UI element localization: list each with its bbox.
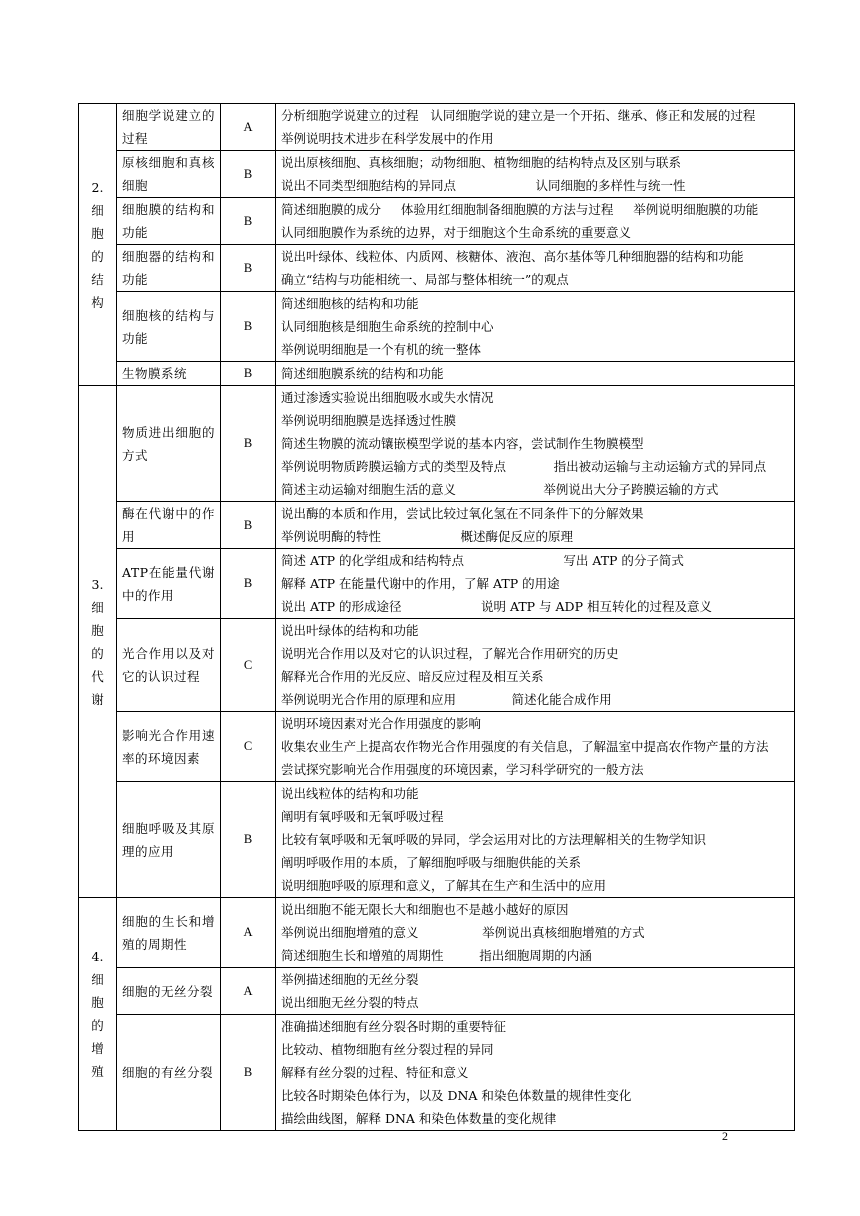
topic-cell: 原核细胞和真核细胞 <box>117 151 221 198</box>
requirement-line: 分析细胞学说建立的过程 认同细胞学说的建立是一个开拓、继承、修正和发展的过程 <box>281 108 756 123</box>
requirements-cell <box>276 782 795 898</box>
requirement-line: 举例说明光合作用的原理和应用 简述化能合成作用 <box>281 692 612 707</box>
unit-heading-char: 胞 <box>91 622 104 638</box>
topic-cell: 酶在代谢中的作用 <box>117 502 221 549</box>
syllabus-table <box>78 103 795 1131</box>
requirement-line: 简述细胞膜系统的结构和功能 <box>281 366 444 381</box>
requirements-cell <box>276 502 795 549</box>
unit-heading-char: 结 <box>91 271 104 287</box>
requirement-line: 尝试探究影响光合作用强度的环境因素，学习科学研究的一般方法 <box>281 762 644 777</box>
requirement-line: 说出原核细胞、真核细胞；动物细胞、植物细胞的结构特点及区别与联系 <box>281 155 682 170</box>
topic-cell: 光合作用以及对它的认识过程 <box>117 619 221 712</box>
requirement-line: 简述细胞膜的成分 体验用红细胞制备细胞膜的方法与过程 举例说明细胞膜的功能 <box>281 202 759 217</box>
requirements-cell <box>276 151 795 198</box>
table-row <box>79 782 795 898</box>
topic-cell: 细胞呼吸及其原理的应用 <box>117 782 221 898</box>
unit-heading-char: 的 <box>91 1018 104 1033</box>
requirement-line: 比较各时期染色体行为，以及 DNA 和染色体数量的规律性变化 <box>281 1088 632 1103</box>
level-cell: A <box>221 104 276 151</box>
requirement-line: 解释有丝分裂的过程、特征和意义 <box>281 1065 469 1080</box>
requirement-line: 举例说出细胞增殖的意义 举例说出真核细胞增殖的方式 <box>281 925 645 940</box>
table-row <box>79 898 795 968</box>
requirement-line: 说明环境因素对光合作用强度的影响 <box>281 716 482 731</box>
level-cell: B <box>221 549 276 619</box>
topic-cell: 细胞学说建立的过程 <box>117 104 221 151</box>
requirements-cell <box>276 1015 795 1131</box>
requirements-cell <box>276 245 795 292</box>
table-row <box>79 549 795 619</box>
table-row <box>79 245 795 292</box>
requirements-cell <box>276 549 795 619</box>
unit-heading-char: 的 <box>91 248 104 264</box>
requirement-line: 说出线粒体的结构和功能 <box>281 786 419 801</box>
unit-heading-char: 3. <box>91 576 104 592</box>
level-cell: A <box>221 898 276 968</box>
topic-cell: 细胞器的结构和功能 <box>117 245 221 292</box>
unit-heading-char: 4. <box>91 949 104 964</box>
requirement-line: 举例说明技术进步在科学发展中的作用 <box>281 131 494 146</box>
topic-cell: 生物膜系统 <box>117 362 221 386</box>
requirement-line: 举例说明细胞膜是选择透过性膜 <box>281 413 457 428</box>
requirement-line: 解释光合作用的光反应、暗反应过程及相互关系 <box>281 669 544 684</box>
requirements-cell <box>276 104 795 151</box>
requirement-line: 说出不同类型细胞结构的异同点 认同细胞的多样性与统一性 <box>281 178 686 193</box>
table-row <box>79 362 795 386</box>
topic-cell: 细胞核的结构与功能 <box>117 292 221 362</box>
level-cell: B <box>221 782 276 898</box>
requirement-line: 说明细胞呼吸的原理和意义，了解其在生产和生活中的应用 <box>281 878 607 893</box>
requirement-line: 举例描述细胞的无丝分裂 <box>281 972 419 987</box>
topic-cell: 物质进出细胞的方式 <box>117 386 221 502</box>
level-cell: A <box>221 968 276 1015</box>
requirement-line: 简述生物膜的流动镶嵌模型学说的基本内容，尝试制作生物膜模型 <box>281 436 644 451</box>
topic-cell: ATP在能量代谢中的作用 <box>117 549 221 619</box>
table-row <box>79 712 795 782</box>
topic-cell: 细胞膜的结构和功能 <box>117 198 221 245</box>
page-number: 2 <box>722 1129 728 1143</box>
syllabus-table-body <box>79 104 795 1131</box>
requirement-line: 说明光合作用以及对它的认识过程，了解光合作用研究的历史 <box>281 646 619 661</box>
table-row <box>79 386 795 502</box>
requirement-line: 描绘曲线图，解释 DNA 和染色体数量的变化规律 <box>281 1111 557 1126</box>
level-cell: B <box>221 362 276 386</box>
requirement-line: 简述主动运输对细胞生活的意义 举例说出大分子跨膜运输的方式 <box>281 482 719 497</box>
requirement-line: 收集农业生产上提高农作物光合作用强度的有关信息，了解温室中提高农作物产量的方法 <box>281 739 769 754</box>
unit-heading-char: 谢 <box>91 691 104 707</box>
unit-heading-char: 增 <box>91 1041 104 1056</box>
requirement-line: 说出叶绿体的结构和功能 <box>281 623 419 638</box>
level-cell: C <box>221 712 276 782</box>
unit-heading-char: 细 <box>91 972 104 987</box>
requirement-line: 说出细胞不能无限长大和细胞也不是越小越好的原因 <box>281 902 569 917</box>
topic-cell: 细胞的有丝分裂 <box>117 1015 221 1131</box>
unit-heading-char: 细 <box>91 599 104 615</box>
table-row <box>79 151 795 198</box>
requirement-line: 举例说明物质跨膜运输方式的类型及特点 指出被动运输与主动运输方式的异同点 <box>281 459 767 474</box>
topic-cell: 细胞的无丝分裂 <box>117 968 221 1015</box>
requirement-line: 说出酶的本质和作用，尝试比较过氧化氢在不同条件下的分解效果 <box>281 506 644 521</box>
requirement-line: 简述细胞核的结构和功能 <box>281 296 419 311</box>
requirements-cell <box>276 619 795 712</box>
requirements-cell <box>276 362 795 386</box>
unit-heading <box>79 104 117 386</box>
level-cell: B <box>221 151 276 198</box>
table-row <box>79 619 795 712</box>
unit-heading-char: 殖 <box>91 1064 104 1079</box>
unit-heading-char: 细 <box>91 202 104 218</box>
requirement-line: 通过渗透实验说出细胞吸水或失水情况 <box>281 390 494 405</box>
unit-heading-char: 胞 <box>91 225 104 241</box>
topic-cell: 细胞的生长和增殖的周期性 <box>117 898 221 968</box>
unit-heading <box>79 898 117 1131</box>
level-cell: B <box>221 198 276 245</box>
table-row <box>79 1015 795 1131</box>
unit-heading-char: 胞 <box>91 995 104 1010</box>
level-cell: B <box>221 1015 276 1131</box>
requirement-line: 阐明呼吸作用的本质，了解细胞呼吸与细胞供能的关系 <box>281 855 582 870</box>
requirement-line: 认同细胞核是细胞生命系统的控制中心 <box>281 319 494 334</box>
requirement-line: 说出叶绿体、线粒体、内质网、核糖体、液泡、高尔基体等几种细胞器的结构和功能 <box>281 249 744 264</box>
table-row <box>79 292 795 362</box>
table-row <box>79 502 795 549</box>
requirements-cell <box>276 292 795 362</box>
table-row <box>79 968 795 1015</box>
requirements-cell <box>276 968 795 1015</box>
requirement-line: 举例说明细胞是一个有机的统一整体 <box>281 342 482 357</box>
unit-heading-char: 代 <box>91 668 104 684</box>
level-cell: B <box>221 502 276 549</box>
requirements-cell <box>276 712 795 782</box>
unit-heading <box>79 386 117 898</box>
level-cell: B <box>221 386 276 502</box>
requirement-line: 解释 ATP 在能量代谢中的作用，了解 ATP 的用途 <box>281 576 560 591</box>
requirement-line: 比较有氧呼吸和无氧呼吸的异同，学会运用对比的方法理解相关的生物学知识 <box>281 832 707 847</box>
requirements-cell <box>276 898 795 968</box>
unit-heading-char: 构 <box>91 294 104 310</box>
requirement-line: 说出 ATP 的形成途径 说明 ATP 与 ADP 相互转化的过程及意义 <box>281 599 712 614</box>
requirement-line: 确立“结构与功能相统一、局部与整体相统一”的观点 <box>281 272 569 287</box>
requirement-line: 准确描述细胞有丝分裂各时期的重要特征 <box>281 1019 507 1034</box>
unit-heading-char: 2. <box>91 179 104 195</box>
table-row <box>79 104 795 151</box>
requirements-cell <box>276 386 795 502</box>
level-cell: B <box>221 292 276 362</box>
table-row <box>79 198 795 245</box>
requirement-line: 举例说明酶的特性 概述酶促反应的原理 <box>281 529 573 544</box>
requirement-line: 比较动、植物细胞有丝分裂过程的异同 <box>281 1042 494 1057</box>
unit-heading-char: 的 <box>91 645 104 661</box>
level-cell: B <box>221 245 276 292</box>
topic-cell: 影响光合作用速率的环境因素 <box>117 712 221 782</box>
level-cell: C <box>221 619 276 712</box>
requirement-line: 认同细胞膜作为系统的边界，对于细胞这个生命系统的重要意义 <box>281 225 632 240</box>
requirement-line: 简述细胞生长和增殖的周期性 指出细胞周期的内涵 <box>281 948 592 963</box>
requirement-line: 简述 ATP 的化学组成和结构特点 写出 ATP 的分子简式 <box>281 553 684 568</box>
requirement-line: 阐明有氧呼吸和无氧呼吸过程 <box>281 809 444 824</box>
requirements-cell <box>276 198 795 245</box>
requirement-line: 说出细胞无丝分裂的特点 <box>281 995 419 1010</box>
